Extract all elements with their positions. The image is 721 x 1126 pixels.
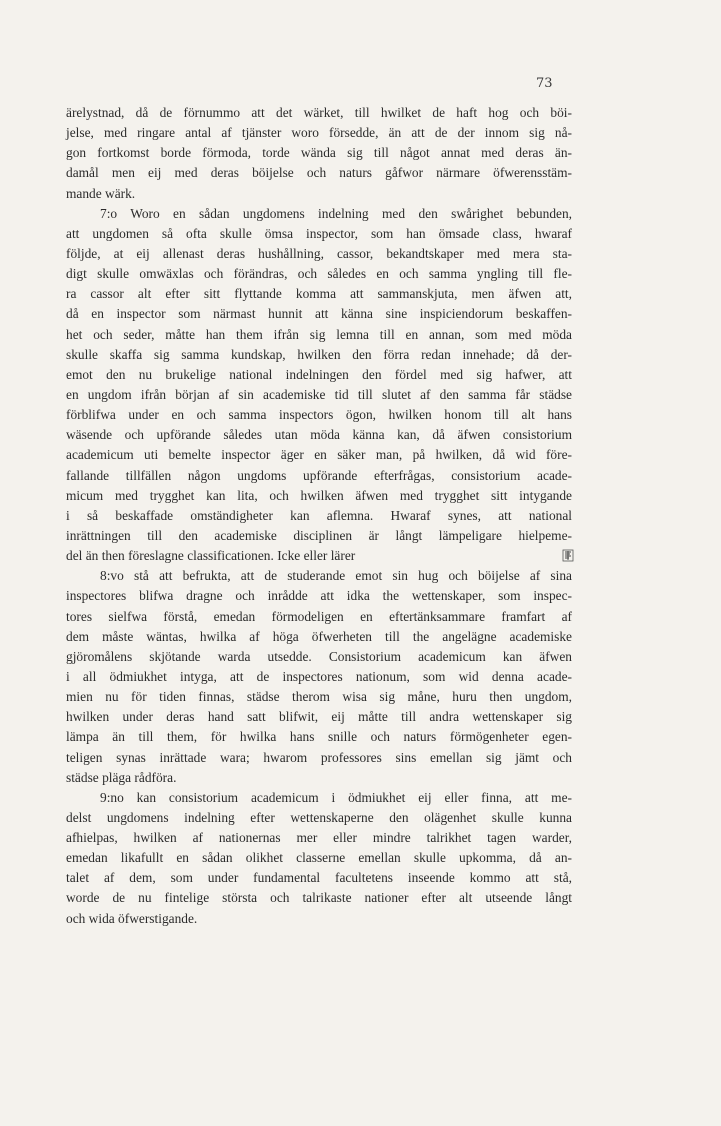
text-line: att ungdomen så ofta skulle ömsa inspector, som han ömsade class, hwaraf [66,225,572,241]
body-text [66,103,572,929]
page-number: 73 [536,76,553,91]
text-line: 9:no kan consistorium academicum i ödmiukhet eij eller finna, att me- [100,789,572,805]
text-line: emedan likafullt en sådan olikhet classerne emellan skulle upkomma, då an- [66,850,572,866]
text-line: och wida öfwerstigande. [66,910,198,926]
text-line: inrättningen till den academiske disciplinen är långt lämpeligare hielpeme- [66,527,572,543]
text-line: teligen synas inrättade wara; hwarom professores sins emellan sig jämt och [66,749,572,765]
text-line: jelse, med ringare antal af tjänster woro försedde, än att de der innom sig nå- [66,125,572,141]
text-line: gon fortkomst borde förmoda, torde wända sig till något annat med deras än- [66,145,572,161]
text-line: het och seder, måtte han them ifrån sig lemna till en annan, som med möda [66,326,572,342]
text-line: gjöromålens skjötande warda utsedde. Consistorium academicum kan äfwen [66,648,572,664]
text-line: micum med trygghet kan lita, och hwilken äfwen med trygghet sitt intygande [66,487,572,503]
text-line: mien nu för tiden finnas, städse therom wisa sig måne, huru then ungdom, [66,689,572,705]
text-line: förblifwa under en och samma inspectors ögon, hwilken honom till alt hans [66,407,572,423]
text-line: 7:o Woro en sådan ungdomens indelning med den swårighet bebunden, [100,205,572,221]
text-line: då en inspector som närmast hunnit att känna sine inspiciendorum beskaffen- [66,306,572,322]
text-line: delst ungdomens indelning efter wettenskaperne den olägenhet skulle kunna [66,809,572,825]
text-line: inspectores blifwa dragne och inrådde att idka the wettenskaper, som inspec- [66,588,572,604]
margin-stamp-icon [562,549,574,562]
text-line: del än then föreslagne classificationen. Icke eller lärer [66,546,572,566]
text-line: dem måste wäntas, hwilka af höga öfwerheten till the angelägne academiske [66,628,572,644]
text-line: afhielpas, hwilken af nationernas mer eller mindre talrikhet tagen warder, [66,830,572,846]
text-line: lämpa än till them, för hwilka hans snille och naturs förmögenheter egen- [66,729,572,745]
text-line: mande wärk. [66,185,136,201]
text-line: i så beskaffade omständigheter kan aflemna. Hwaraf synes, att national [66,507,572,523]
text-line: hwilken under deras hand satt blifwit, eij måtte till andra wettenskaper sig [66,709,572,725]
text-line: academicum uti bemelte inspector äger en säker man, på hwilken, då wid före- [66,447,572,463]
text-line: wäsende och upförande således utan möda känna kan, då äfwen consistorium [66,427,572,443]
text-line: digt skulle omwäxlas och förändras, och således en och samma yngling till fle- [66,266,572,282]
text-line: i all ödmiukhet intyga, att de inspectores nationum, som wid denna acade- [66,668,572,684]
text-line: talet af dem, som under fundamental facultetens inseende kommo att stå, [66,870,572,886]
text-line: skulle skaffa sig samma kundskap, hwilken den förra redan innehade; då der- [66,346,572,362]
text-line: följde, at eij allenast deras hushållning, cassor, bekandtskaper med mera sta- [66,245,572,261]
text-line: emot den nu brukelige national indelningen den fördel med sig hafwer, att [66,366,572,382]
text-line: ra cassor alt efter sitt flyttande komma att sammanskjuta, men äfwen att, [66,286,572,302]
text-line: worde de nu fintelige största och talrikaste nationer efter alt utseende långt [66,890,572,906]
text-line: 8:vo stå att befrukta, att de studerande emot sin hug och böijelse af sina [100,568,572,584]
text-line: fallande tillfällen någon ungdoms upförande efterfrågas, consistorium acade- [66,467,572,483]
text-line: städse pläga rådföra. [66,769,177,785]
text-line: damål men eij med deras böijelse och naturs gåfwor närmare öfwerensstäm- [66,165,572,181]
text-line: en ungdom ifrån början af sin academiske tid till slutet af den samma får städse [66,386,572,402]
text-line: ärelystnad, då de förnummo att det wärket, till hwilket de haft hog och böi- [66,105,572,120]
text-line: tores sielfwa förstå, emedan förmodeligen en eftertänksammare framfart af [66,608,572,624]
